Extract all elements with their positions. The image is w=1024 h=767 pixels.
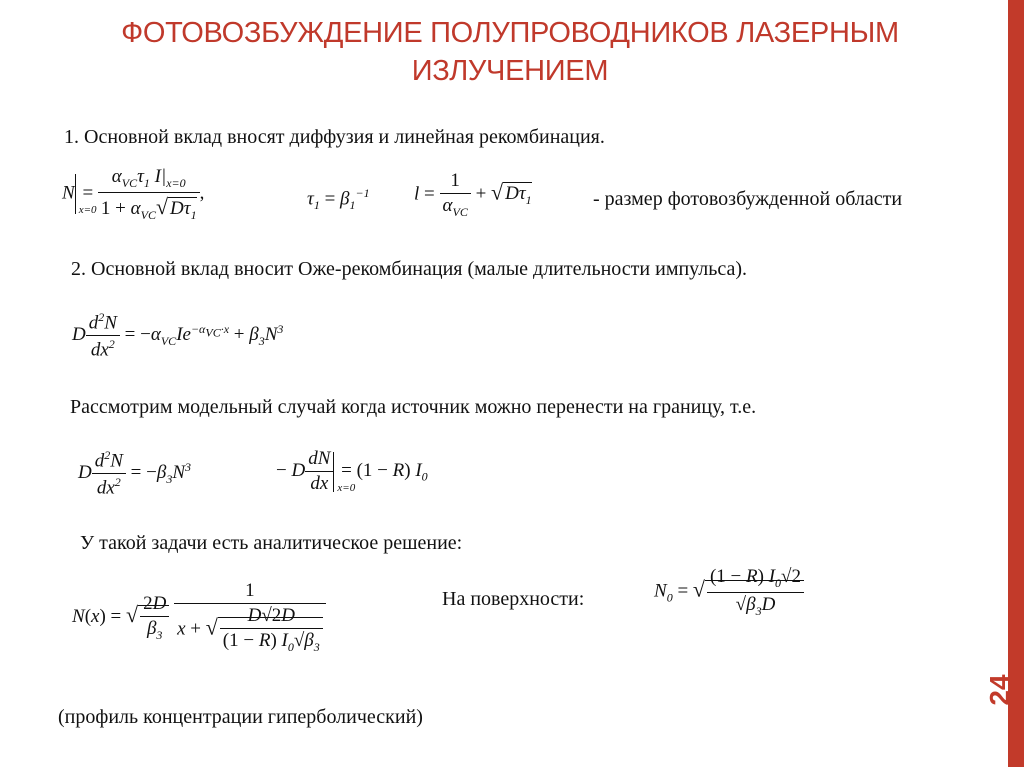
formula-n-boundary: N x=0 = $\frac{\alpha_{VC}\tau_1 I|_{x=0}}{1 + \alpha_{VC}√ D\tau_1}$ , [62, 166, 205, 222]
analytic-text: У такой задачи есть аналитическое решение: [80, 532, 463, 554]
model-case-text: Рассмотрим модельный случай когда источник можно перенести на границу, т.е. [70, 396, 757, 418]
formula-solution: N(x) = √ $\frac{2D}{\beta_3}$ 1 x + √ $\frac{D√2D}{(1 - R) I_0√\beta_3}$ [72, 580, 326, 655]
formula-model-equation: D $\frac{d^2N}{dx^2}$ = $-\beta_3N^3$ [78, 448, 192, 499]
slide-title [80, 14, 940, 90]
formula-surface: $N_0$ = √ $\frac{(1 - R) I_0√2}{√\beta_3D}$ [654, 566, 804, 619]
size-note-text: - размер фотовозбужденной области [593, 188, 903, 210]
slide-title-line-2: ИЗЛУЧЕНИЕМ [411, 55, 609, 87]
profile-text: (профиль концентрации гиперболический) [58, 706, 423, 728]
formula-boundary-condition: − D $\frac{dN}{dx}$ x=0 = (1 − R) $I_0$ [276, 448, 428, 494]
surface-text: На поверхности: [442, 588, 585, 610]
item-1-text: 1. Основной вклад вносят диффузия и линейная рекомбинация. [64, 126, 605, 148]
formula-tau: $\tau_1 = \beta_1^{-1}$ [307, 186, 370, 213]
formula-auger-diffusion: D $\frac{d^2N}{dx^2}$ = $-\alpha_{VC}Ie^{-\alpha_{VC}\cdot x} + \beta_3N^3$ [72, 310, 284, 361]
item-2-text: 2. Основной вклад вносит Оже-рекомбинация (малые длительности импульса). [71, 258, 748, 280]
slide-title-line-1: ФОТОВОЗБУЖДЕНИЕ ПОЛУПРОВОДНИКОВ ЛАЗЕРНЫМ [121, 17, 899, 49]
side-accent-bar [1008, 0, 1024, 767]
formula-l: l = $\frac{1}{\alpha_{VC}}$ + √ $D\tau_1$ [414, 170, 532, 219]
page-number: 24 [984, 674, 1015, 706]
